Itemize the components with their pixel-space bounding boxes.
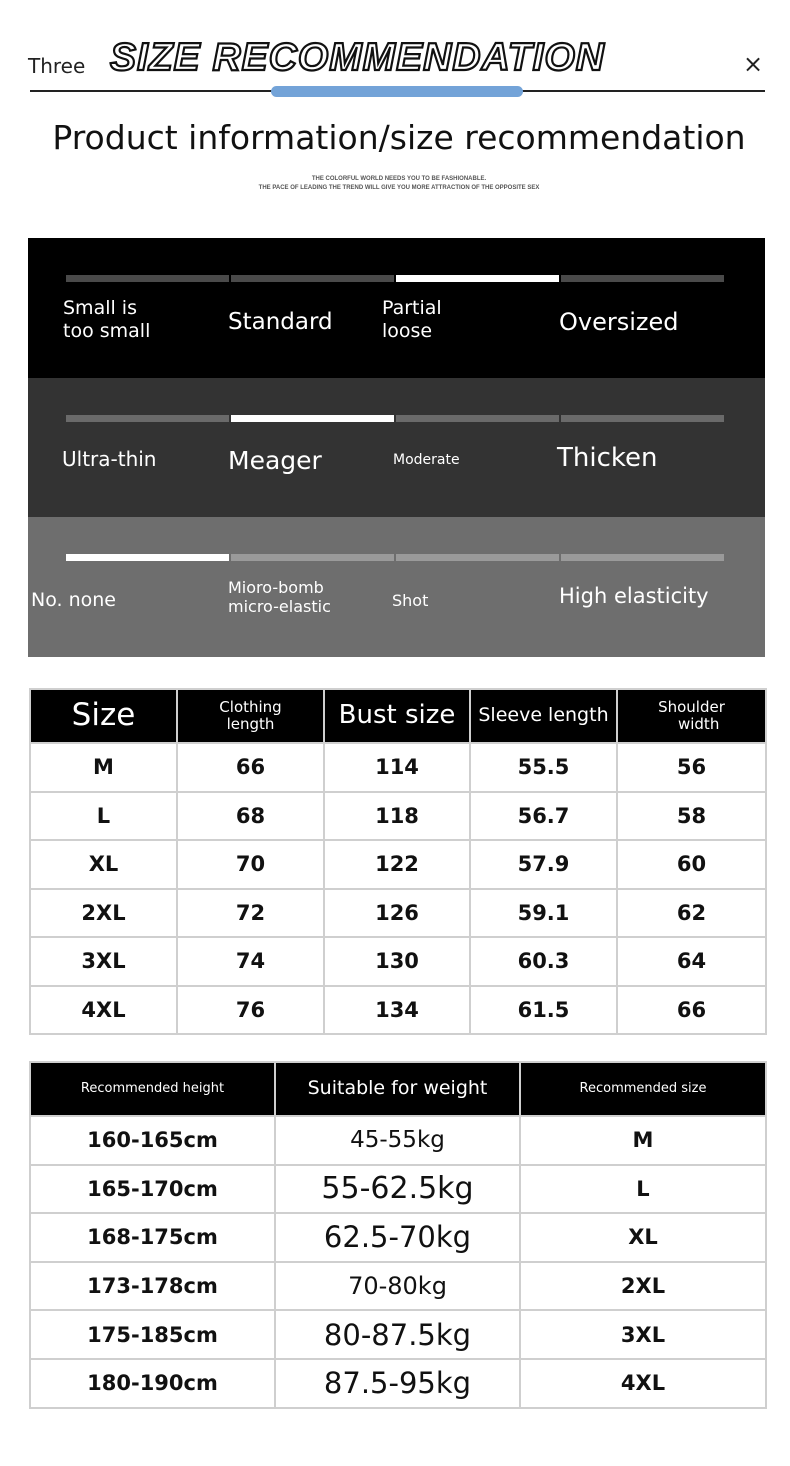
- sleeve-length-cell: 56.7: [470, 792, 617, 841]
- bust-size-cell: 118: [324, 792, 470, 841]
- height-cell: 160-165cm: [30, 1116, 275, 1165]
- elasticity-rating-band: [28, 517, 765, 657]
- thickness-level-2-bar: [231, 415, 394, 422]
- recommended-size-cell: 3XL: [520, 1310, 766, 1359]
- thickness-label-moderate: Moderate: [393, 452, 460, 468]
- header-size: Size: [30, 689, 177, 743]
- table-row: [30, 889, 766, 938]
- table-row: [30, 1262, 766, 1311]
- header-bust-size: Bust size: [324, 689, 470, 743]
- thickness-level-1-bar: [66, 415, 229, 422]
- shoulder-width-cell: 62: [617, 889, 766, 938]
- elasticity-label-micro-elastic: Mioro-bomb micro-elastic: [228, 578, 331, 617]
- sleeve-length-cell: 61.5: [470, 986, 617, 1035]
- shoulder-width-cell: 60: [617, 840, 766, 889]
- shoulder-width-cell: 58: [617, 792, 766, 841]
- bust-size-cell: 114: [324, 743, 470, 792]
- weight-cell: 70-80kg: [275, 1262, 520, 1311]
- clothing-length-cell: 68: [177, 792, 324, 841]
- subtitle-line-2: THE PACE OF LEADING THE TREND WILL GIVE YOU MORE ATTRACTION OF THE OPPOSITE SEX: [258, 185, 540, 191]
- elasticity-label-high: High elasticity: [559, 584, 709, 608]
- table-row: [30, 1116, 766, 1165]
- header-recommended-height: Recommended height: [30, 1062, 275, 1116]
- shoulder-width-cell: 64: [617, 937, 766, 986]
- size-cell: 3XL: [30, 937, 177, 986]
- elasticity-label-none: No. none: [31, 589, 116, 611]
- bust-size-cell: 122: [324, 840, 470, 889]
- size-recommendation-title: SIZE RECOMMENDATION: [110, 36, 605, 79]
- elasticity-level-2-bar: [231, 554, 394, 561]
- fit-level-4-bar: [561, 275, 724, 282]
- sleeve-length-cell: 55.5: [470, 743, 617, 792]
- shoulder-width-cell: 66: [617, 986, 766, 1035]
- weight-cell: 55-62.5kg: [275, 1165, 520, 1214]
- size-cell: M: [30, 743, 177, 792]
- clothing-length-cell: 66: [177, 743, 324, 792]
- header-clothing-length: Clothing length: [177, 689, 324, 743]
- size-cell: XL: [30, 840, 177, 889]
- header-suitable-weight: Suitable for weight: [275, 1062, 520, 1116]
- clothing-length-cell: 72: [177, 889, 324, 938]
- sleeve-length-cell: 57.9: [470, 840, 617, 889]
- height-cell: 165-170cm: [30, 1165, 275, 1214]
- thickness-label-ultra-thin: Ultra-thin: [62, 447, 157, 471]
- weight-cell: 87.5-95kg: [275, 1359, 520, 1408]
- fit-rating-band: [28, 238, 765, 378]
- header-shoulder-width: Shoulder width: [617, 689, 766, 743]
- fit-label-standard: Standard: [228, 309, 333, 335]
- height-cell: 180-190cm: [30, 1359, 275, 1408]
- table-row: [30, 1213, 766, 1262]
- recommended-size-cell: M: [520, 1116, 766, 1165]
- thickness-rating-band: [28, 378, 765, 518]
- thickness-level-3-bar: [396, 415, 559, 422]
- size-cell: 2XL: [30, 889, 177, 938]
- recommended-size-cell: L: [520, 1165, 766, 1214]
- height-cell: 173-178cm: [30, 1262, 275, 1311]
- table-row: [30, 1165, 766, 1214]
- bust-size-cell: 126: [324, 889, 470, 938]
- clothing-length-cell: 70: [177, 840, 324, 889]
- fit-level-2-bar: [231, 275, 394, 282]
- subtitle-line-1: THE COLORFUL WORLD NEEDS YOU TO BE FASHIONABLE.: [311, 176, 487, 182]
- elasticity-level-1-bar: [66, 554, 229, 561]
- fit-level-3-bar: [396, 275, 559, 282]
- table-row: [30, 792, 766, 841]
- header-left-label: Three: [28, 54, 86, 78]
- header-recommended-size: Recommended size: [520, 1062, 766, 1116]
- table-row: [30, 937, 766, 986]
- height-cell: 175-185cm: [30, 1310, 275, 1359]
- elasticity-label-shot: Shot: [392, 591, 429, 610]
- recommendation-table-header-row: [30, 1062, 766, 1116]
- fit-label-oversized: Oversized: [559, 308, 679, 336]
- table-row: [30, 1310, 766, 1359]
- clothing-length-cell: 74: [177, 937, 324, 986]
- page-title: Product information/size recommendation: [52, 118, 746, 157]
- bust-size-cell: 134: [324, 986, 470, 1035]
- weight-cell: 62.5-70kg: [275, 1213, 520, 1262]
- recommended-size-cell: 2XL: [520, 1262, 766, 1311]
- bust-size-cell: 130: [324, 937, 470, 986]
- table-row: [30, 986, 766, 1035]
- thickness-level-4-bar: [561, 415, 724, 422]
- size-cell: 4XL: [30, 986, 177, 1035]
- sleeve-length-cell: 60.3: [470, 937, 617, 986]
- close-icon[interactable]: ×: [743, 50, 764, 78]
- table-row: [30, 840, 766, 889]
- shoulder-width-cell: 56: [617, 743, 766, 792]
- elasticity-level-3-bar: [396, 554, 559, 561]
- weight-cell: 80-87.5kg: [275, 1310, 520, 1359]
- fit-label-small: Small is too small: [63, 297, 151, 342]
- sleeve-length-cell: 59.1: [470, 889, 617, 938]
- thickness-label-thicken: Thicken: [557, 443, 658, 473]
- weight-cell: 45-55kg: [275, 1116, 520, 1165]
- fit-label-partial-loose: Partial loose: [382, 297, 442, 342]
- recommended-size-cell: XL: [520, 1213, 766, 1262]
- thickness-label-meager: Meager: [228, 446, 322, 475]
- clothing-length-cell: 76: [177, 986, 324, 1035]
- elasticity-level-4-bar: [561, 554, 724, 561]
- size-table: [29, 688, 767, 1035]
- recommended-size-cell: 4XL: [520, 1359, 766, 1408]
- size-table-header-row: [30, 689, 766, 743]
- height-cell: 168-175cm: [30, 1213, 275, 1262]
- header-accent-bar: [271, 86, 523, 97]
- size-cell: L: [30, 792, 177, 841]
- table-row: [30, 743, 766, 792]
- recommendation-table: [29, 1061, 767, 1409]
- fit-level-1-bar: [66, 275, 229, 282]
- table-row: [30, 1359, 766, 1408]
- header-sleeve-length: Sleeve length: [470, 689, 617, 743]
